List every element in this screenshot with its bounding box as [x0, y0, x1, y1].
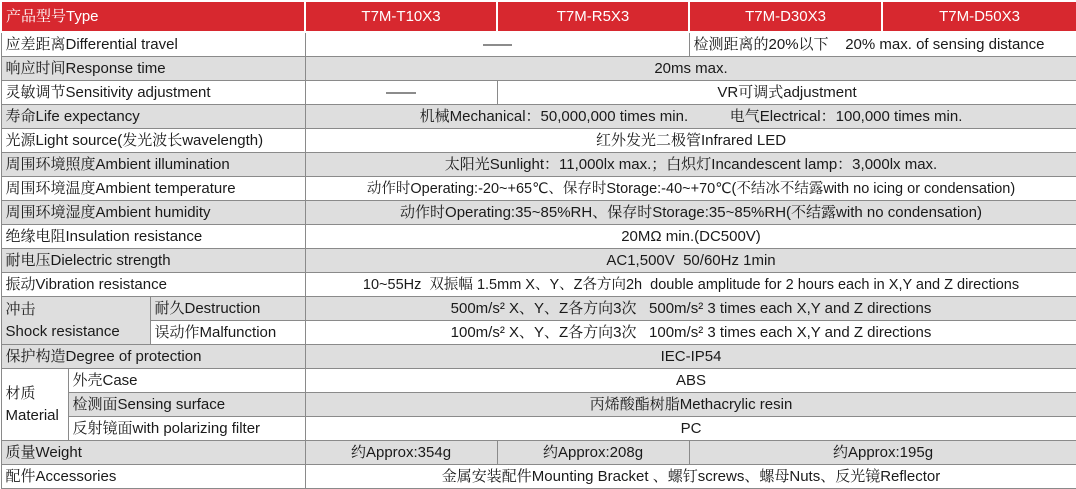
ambient-humidity-value: 动作时Operating:35~85%RH、保存时Storage:35~85%RH(不结露with no condensation): [305, 201, 1076, 225]
row-ambient-temperature: [1, 177, 1076, 201]
row-response-time: [1, 57, 1076, 81]
row-shock-malfunction: [1, 321, 1076, 345]
model-header-d50x3: T7M-D50X3: [882, 1, 1076, 32]
row-shock-destruction: [1, 297, 1076, 321]
insulation-label: 绝缘电阻Insulation resistance: [1, 225, 305, 249]
material-surface-value: 丙烯酸酯树脂Methacrylic resin: [305, 393, 1076, 417]
row-ambient-illumination: [1, 153, 1076, 177]
shock-malfunction-value: 100m/s² X、Y、Z各方向3次 100m/s² 3 times each X,Y and Z directions: [305, 321, 1076, 345]
ambient-humidity-label: 周围环境湿度Ambient humidity: [1, 201, 305, 225]
material-filter-label: 反射镜面with polarizing filter: [68, 417, 305, 441]
weight-value-r5x3: 约Approx:208g: [497, 441, 689, 465]
shock-destruction-value: 500m/s² X、Y、Z各方向3次 500m/s² 3 times each X,Y and Z directions: [305, 297, 1076, 321]
row-material-filter: [1, 417, 1076, 441]
insulation-value: 20MΩ min.(DC500V): [305, 225, 1076, 249]
differential-travel-en: 20% max. of sensing distance: [845, 35, 1045, 53]
protection-label: 保护构造Degree of protection: [1, 345, 305, 369]
differential-travel-cn: 检测距离的20%以下: [693, 35, 829, 53]
life-expectancy-value: 机械Mechanical：50,000,000 times min. 电气Electrical：100,000 times min.: [305, 105, 1076, 129]
weight-value-d30-d50: 约Approx:195g: [689, 441, 1076, 465]
row-light-source: [1, 129, 1076, 153]
material-label-en: Material: [5, 406, 59, 424]
response-time-value: 20ms max.: [305, 57, 1076, 81]
row-vibration: [1, 273, 1076, 297]
row-protection: [1, 345, 1076, 369]
protection-value: IEC-IP54: [305, 345, 1076, 369]
shock-label-cn: 冲击: [5, 300, 36, 318]
sensitivity-na: ——: [305, 81, 497, 105]
differential-travel-na: [305, 32, 689, 57]
row-insulation: [1, 225, 1076, 249]
ambient-temperature-label: 周围环境温度Ambient temperature: [1, 177, 305, 201]
dielectric-label: 耐电压Dielectric strength: [1, 249, 305, 273]
response-time-label: 响应时间Response time: [1, 57, 305, 81]
material-label-cn: 材质: [5, 384, 36, 402]
dielectric-value: AC1,500V 50/60Hz 1min: [305, 249, 1076, 273]
material-filter-value: PC: [305, 417, 1076, 441]
light-source-label: 光源Light source(发光波长wavelength): [1, 129, 305, 153]
sensitivity-value: VR可调式adjustment: [497, 81, 1076, 105]
light-source-value: 红外发光二极管Infrared LED: [305, 129, 1076, 153]
accessories-label: 配件Accessories: [1, 465, 305, 489]
sensitivity-label: 灵敏调节Sensitivity adjustment: [1, 81, 305, 105]
row-ambient-humidity: [1, 201, 1076, 225]
differential-travel-value: [689, 32, 1076, 57]
row-life-expectancy: [1, 105, 1076, 129]
accessories-value: 金属安装配件Mounting Bracket 、螺钉screws、螺母Nuts、反光镜Reflector: [305, 465, 1076, 489]
vibration-value: 10~55Hz 双振幅 1.5mm X、Y、Z各方向2h double amplitude for 2 hours each in X,Y and Z directions: [305, 273, 1076, 297]
type-header-label: 产品型号Type: [1, 1, 305, 32]
ambient-illumination-label: 周围环境照度Ambient illumination: [1, 153, 305, 177]
differential-travel-label: 应差距离Differential travel: [1, 32, 305, 57]
row-sensitivity: [1, 81, 1076, 105]
row-dielectric: [1, 249, 1076, 273]
row-differential-travel: [1, 32, 1076, 57]
ambient-temperature-value: 动作时Operating:-20~+65℃、保存时Storage:-40~+70℃(不结冰不结露with no icing or condensation): [305, 177, 1076, 201]
row-material-surface: [1, 393, 1076, 417]
material-case-value: ABS: [305, 369, 1076, 393]
life-expectancy-label: 寿命Life expectancy: [1, 105, 305, 129]
shock-label: [1, 297, 150, 345]
row-material-case: [1, 369, 1076, 393]
row-weight: [1, 441, 1076, 465]
model-header-r5x3: T7M-R5X3: [497, 1, 689, 32]
model-header-d30x3: T7M-D30X3: [689, 1, 882, 32]
model-header-t10x3: T7M-T10X3: [305, 1, 497, 32]
material-surface-label: 检测面Sensing surface: [68, 393, 305, 417]
ambient-illumination-value: 太阳光Sunlight：11,000lx max.；白炽灯Incandescent lamp：3,000lx max.: [305, 153, 1076, 177]
header-row: [1, 1, 1076, 32]
row-accessories: [1, 465, 1076, 489]
material-case-label: 外壳Case: [68, 369, 305, 393]
shock-malfunction-label: 误动作Malfunction: [150, 321, 305, 345]
dash-mark: ——: [483, 35, 512, 53]
vibration-label: 振动Vibration resistance: [1, 273, 305, 297]
shock-label-en: Shock resistance: [5, 322, 120, 340]
shock-destruction-label: 耐久Destruction: [150, 297, 305, 321]
material-label: [1, 369, 68, 441]
weight-label: 质量Weight: [1, 441, 305, 465]
weight-value-t10x3: 约Approx:354g: [305, 441, 497, 465]
